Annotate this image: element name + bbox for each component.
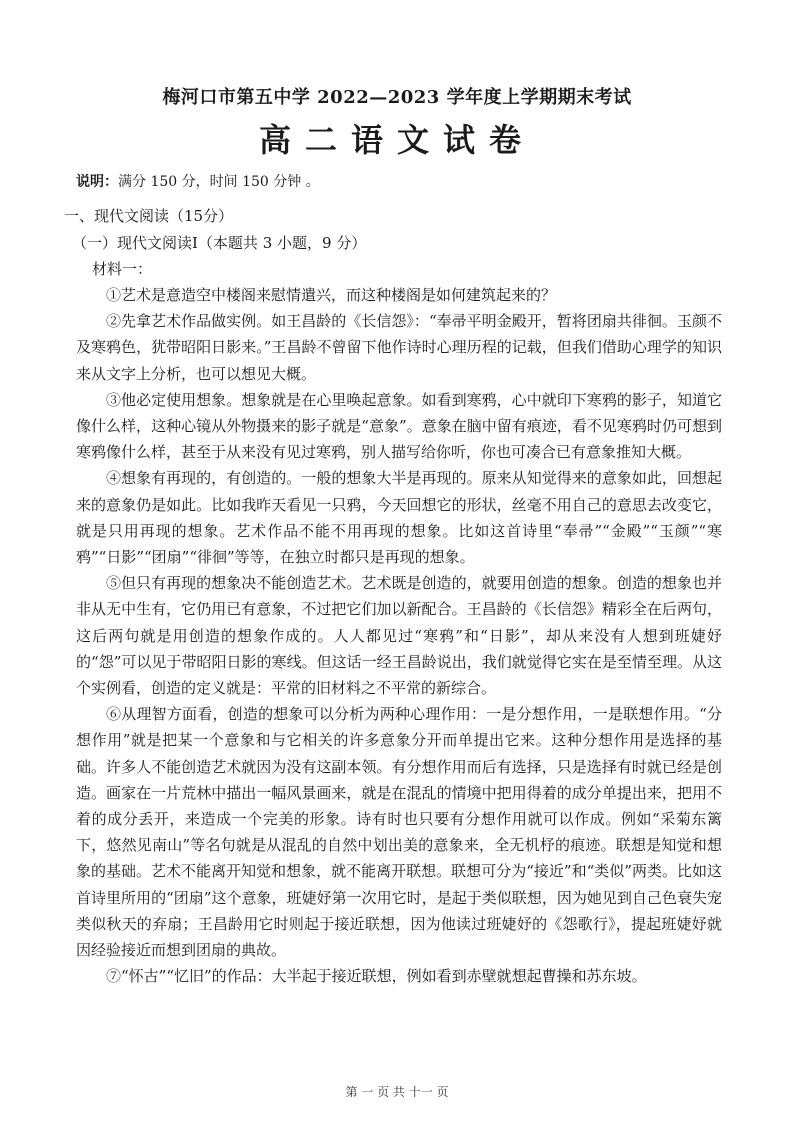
exam-instructions	[76, 172, 736, 192]
exam-title: 高二语文试卷	[258, 121, 535, 159]
instructions-label: 说明：	[76, 174, 118, 190]
paragraph-6: ⑥从理智方面看，创造的想象可以分析为两种心理作用：一是分想作用，一是联想作用。“分想作用”就是把某一个意象和与它相关的许多意象分开而单提出它来。这种分想作用是选择的基础。许多人不能创造艺术就因为没有这副本领。有分想作用而后有选择，只是选择有时就已经是创造。画家在一片荒林中描出一幅风景画来，就是在混乱的情境中把用得着的成分单提出来，把用不着的成分丢开，来造成一个完美的形象。诗有时也只要有分想作用就可以作成。例如“采菊东篱下，悠然见南山”等名句就是从混乱的自然中划出美的意象来，全无机杼的痕迹。联想是知觉和想象的基础。艺术不能离开知觉和想象，就不能离开联想。联想可分为“接近”和“类似”两类。比如这首诗里所用的“团扇”这个意象，班婕妤第一次用它时，是起于类似联想，因为她见到自己色衰失宠类似秋天的弃扇；王昌龄用它时则起于接近联想，因为他读过班婕妤的《怨歌行》，提起班婕妤就因经验接近而想到团扇的典故。	[76, 705, 722, 960]
material-label: 材料一：	[92, 260, 153, 278]
paragraph-4: ④想象有再现的，有创造的。一般的想象大半是再现的。原来从知觉得来的意象如此，回想起来的意象仍是如此。比如我昨天看见一只鸦，今天回想它的形状，丝毫不用自己的意思去改变它，就是只用再现的想象。艺术作品不能不用再现的想象。比如这首诗里“奉帚”“金殿”“玉颜”“寒鸦”“日影”“团扇”“徘徊”等等，在独立时都只是再现的想象。	[76, 469, 722, 567]
section-heading: 一、现代文阅读（15分）	[64, 207, 234, 225]
paragraph-3: ③他必定使用想象。想象就是在心里唤起意象。如看到寒鸦，心中就印下寒鸦的影子，知道它像什么样，这种心镜从外物摄来的影子就是“意象”。意象在脑中留有痕迹，看不见寒鸦时仍可想到寒鸦像什么样，甚至于从来没有见过寒鸦，别人描写给你听，你也可凑合已有意象推知大概。	[76, 390, 722, 462]
reading-passage	[76, 282, 722, 989]
page-footer: 第 一 页 共 十一 页	[345, 1085, 449, 1099]
paragraph-5: ⑤但只有再现的想象决不能创造艺术。艺术既是创造的，就要用创造的想象。创造的想象也并非从无中生有，它仍用已有意象，不过把它们加以新配合。王昌龄的《长信怨》精彩全在后两句，这后两句就是用创造的想象作成的。人人都见过“寒鸦”和“日影”，却从来没有人想到班婕妤的“怨”可以见于带昭阳日影的寒线。但这话一经王昌龄说出，我们就觉得它实在是至情至理。从这个实例看，创造的定义就是：平常的旧材料之不平常的新综合。	[76, 574, 722, 698]
paragraph-7: ⑦“怀古”“忆旧”的作品：大半起于接近联想，例如看到赤壁就想起曹操和苏东坡。	[106, 967, 647, 986]
school-exam-header: 梅河口市第五中学 2022—2023 学年度上学期期末考试	[162, 87, 632, 108]
subsection-heading: （一）现代文阅读Ⅰ（本题共 3 小题，9 分）	[72, 234, 367, 252]
paragraph-1: ①艺术是意造空中楼阁来慰情遣兴，而这种楼阁是如何建筑起来的？	[106, 286, 557, 304]
instructions-text: 满分 150 分，时间 150 分钟 。	[118, 174, 320, 190]
paragraph-2: ②先拿艺术作品做实例。如王昌龄的《长信怨》：“奉帚平明金殿开，暂将团扇共徘徊。玉颜不及寒鸦色，犹带昭阳日影来。”王昌龄不曾留下他作诗时心理历程的记载，但我们借助心理学的知识来从文字上分析，也可以想见大概。	[76, 312, 722, 383]
